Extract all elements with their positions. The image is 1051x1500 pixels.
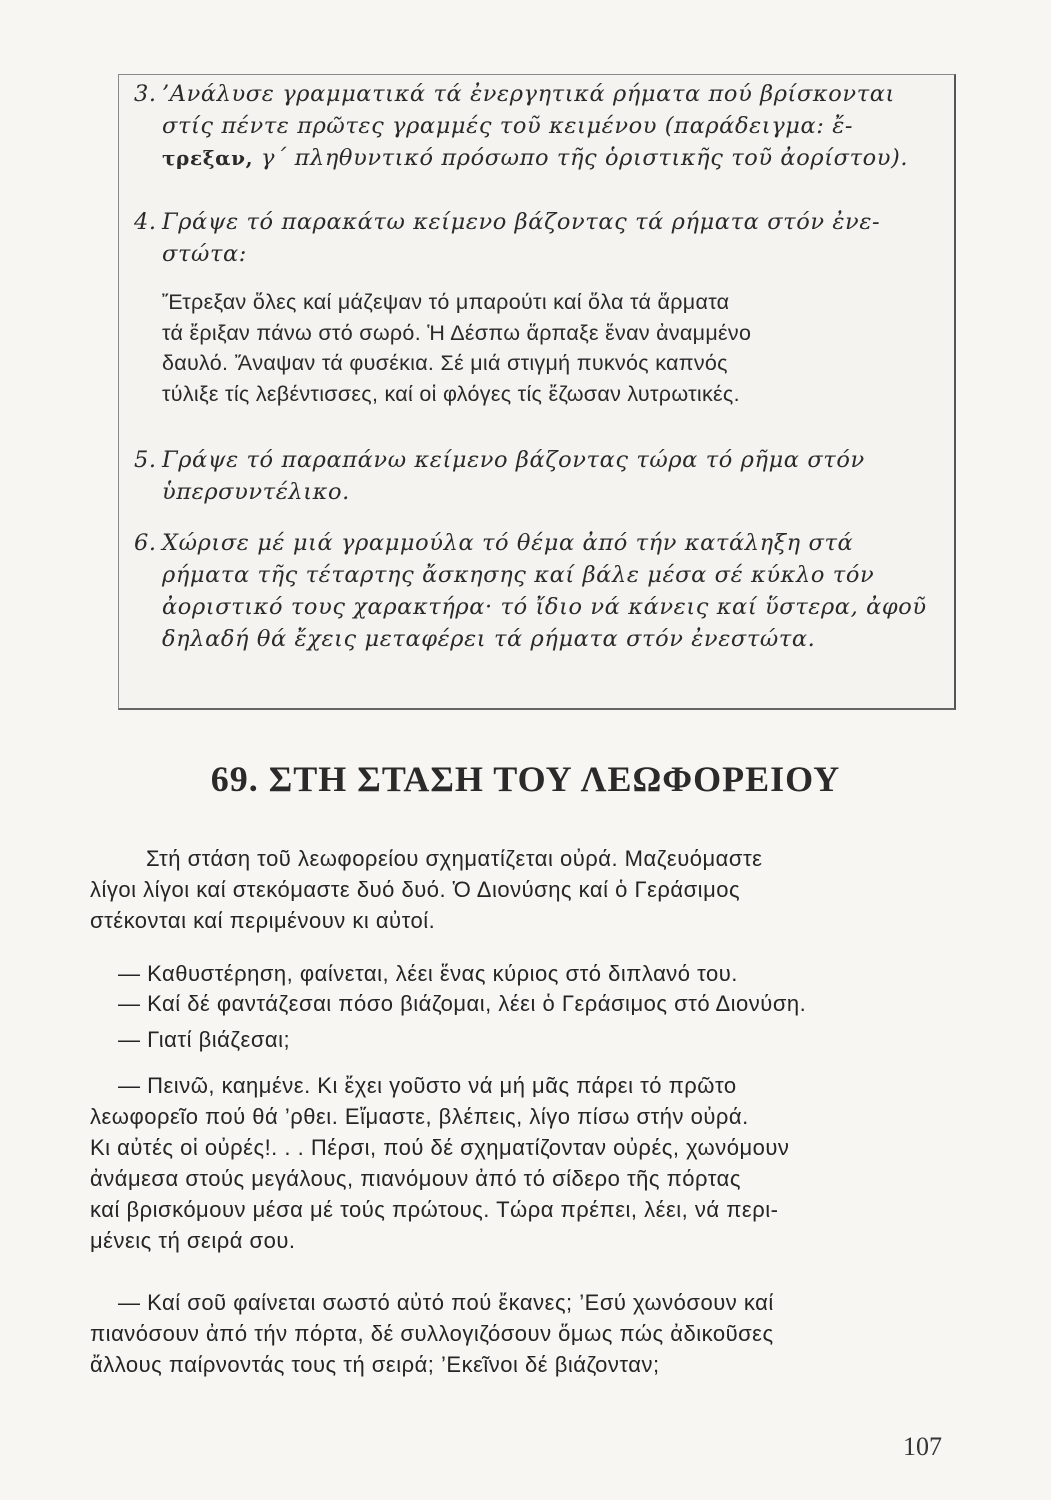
exercise-line: Χώρισε μέ μιά γραμμούλα τό θέμα ἀπό τήν κατάληξη στά (162, 530, 854, 556)
exercise-line: Γράψε τό παραπάνω κείμενο βάζοντας τώρα τό ρῆμα στόν (162, 447, 865, 473)
exercise-line: τρεξαν, γ΄ πληθυντικό πρόσωπο τῆς ὁριστικῆς τοῦ ἀορίστου). (162, 145, 909, 171)
story-line: πιανόσουν ἀπό τήν πόρτα, δέ συλλογιζόσουν ὅμως πώς ἀδικοῦσες (90, 1321, 774, 1346)
story-line: ἄλλους παίρνοντάς τους τή σειρά; ’Εκεῖνοι δέ βιάζονταν; (90, 1352, 660, 1377)
bold-word: τρεξαν, (162, 146, 254, 170)
exercise-number: 4. (134, 209, 157, 235)
exercise-3 (134, 78, 958, 174)
exercise-line: ’Ανάλυσε γραμματικά τά ἐνεργητικά ρήματα πού βρίσκονται (162, 81, 895, 107)
story-line: Κι αὐτές οἱ οὐρές!. . . Πέρσι, πού δέ σχηματίζονταν οὐρές, χωνόμουν (90, 1135, 790, 1160)
exercise-line: ἀοριστικό τους χαρακτήρα· τό ἴδιο νά κάνεις καί ὕστερα, ἀφοῦ (162, 594, 927, 620)
story-line: καί βρισκόμουν μέσα μέ τούς πρώτους. Τώρα πρέπει, λέει, νά περι- (90, 1197, 779, 1222)
story-line: ἀνάμεσα στούς μεγάλους, πιανόμουν ἀπό τό σίδερο τῆς πόρτας (90, 1166, 741, 1191)
chapter-title: 69. ΣΤΗ ΣΤΑΣΗ ΤΟΥ ΛΕΩΦΟΡΕΙΟΥ (210, 759, 841, 799)
exercise-line: ρήματα τῆς τέταρτης ἄσκησης καί βάλε μέσα σέ κύκλο τόν (162, 562, 875, 588)
story-line: λεωφορεῖο πού θά ’ρθει. Εἴμαστε, βλέπεις, λίγο πίσω στήν οὐρά. (90, 1104, 749, 1129)
story-line: Στή στάση τοῦ λεωφορείου σχηματίζεται οὐρά. Μαζευόμαστε (146, 846, 763, 871)
story-paragraph-3 (90, 988, 970, 1019)
story-line: — Καί σοῦ φαίνεται σωστό αὐτό πού ἔκανες; ’Εσύ χωνόσουν καί (118, 1290, 774, 1315)
story-line: — Καί δέ φαντάζεσαι πόσο βιάζομαι, λέει ὁ Γεράσιμος στό Διονύση. (118, 991, 807, 1016)
story-paragraph-1 (90, 843, 970, 936)
exercise-number: 5. (134, 447, 157, 473)
exercise-number: 3. (134, 81, 157, 107)
story-paragraph-2 (90, 958, 970, 989)
story-paragraph-6 (90, 1287, 970, 1380)
passage-line: τά ἔριξαν πάνω στό σωρό. Ἡ Δέσπω ἅρπαξε ἕναν ἀναμμένο (162, 320, 752, 345)
exercise-line: Γράψε τό παρακάτω κείμενο βάζοντας τά ρήματα στόν ἐνε- (162, 209, 881, 235)
passage-line: Ἔτρεξαν ὅλες καί μάζεψαν τό μπαρούτι καί ὅλα τά ἅρματα (162, 290, 730, 314)
exercise-5 (134, 444, 958, 508)
story-line: μένεις τή σειρά σου. (90, 1228, 296, 1253)
story-line: — Γιατί βιάζεσαι; (118, 1027, 291, 1052)
exercise-line: ὑπερσυντέλικο. (162, 479, 350, 505)
page-number: 107 (903, 1432, 942, 1461)
exercise-4 (134, 206, 958, 270)
exercise-line: δηλαδή θά ἔχεις μεταφέρει τά ρήματα στόν ἐνεστώτα. (162, 626, 816, 652)
exercise-line: στώτα: (162, 241, 247, 267)
exercise-line: στίς πέντε πρῶτες γραμμές τοῦ κειμένου (παράδειγμα: ἔ- (162, 113, 854, 139)
story-paragraph-4 (90, 1024, 970, 1055)
story-line: — Πεινῶ, καημένε. Κι ἔχει γοῦστο νά μή μᾶς πάρει τό πρῶτο (118, 1073, 737, 1098)
story-line: — Καθυστέρηση, φαίνεται, λέει ἕνας κύριος στό διπλανό του. (118, 961, 738, 986)
story-line: λίγοι λίγοι καί στεκόμαστε δυό δυό. Ὁ Διονύσης καί ὁ Γεράσιμος (90, 877, 741, 902)
exercise-number: 6. (134, 530, 157, 556)
exercise-6 (134, 527, 958, 655)
passage-line: δαυλό. Ἄναψαν τά φυσέκια. Σέ μιά στιγμή πυκνός καπνός (162, 351, 728, 375)
exercise-passage (162, 287, 942, 409)
story-paragraph-5 (90, 1070, 970, 1256)
story-line: στέκονται καί περιμένουν κι αὐτοί. (90, 908, 436, 933)
passage-line: τύλιξε τίς λεβέντισσες, καί οἱ φλόγες τίς ἔζωσαν λυτρωτικές. (162, 381, 740, 406)
